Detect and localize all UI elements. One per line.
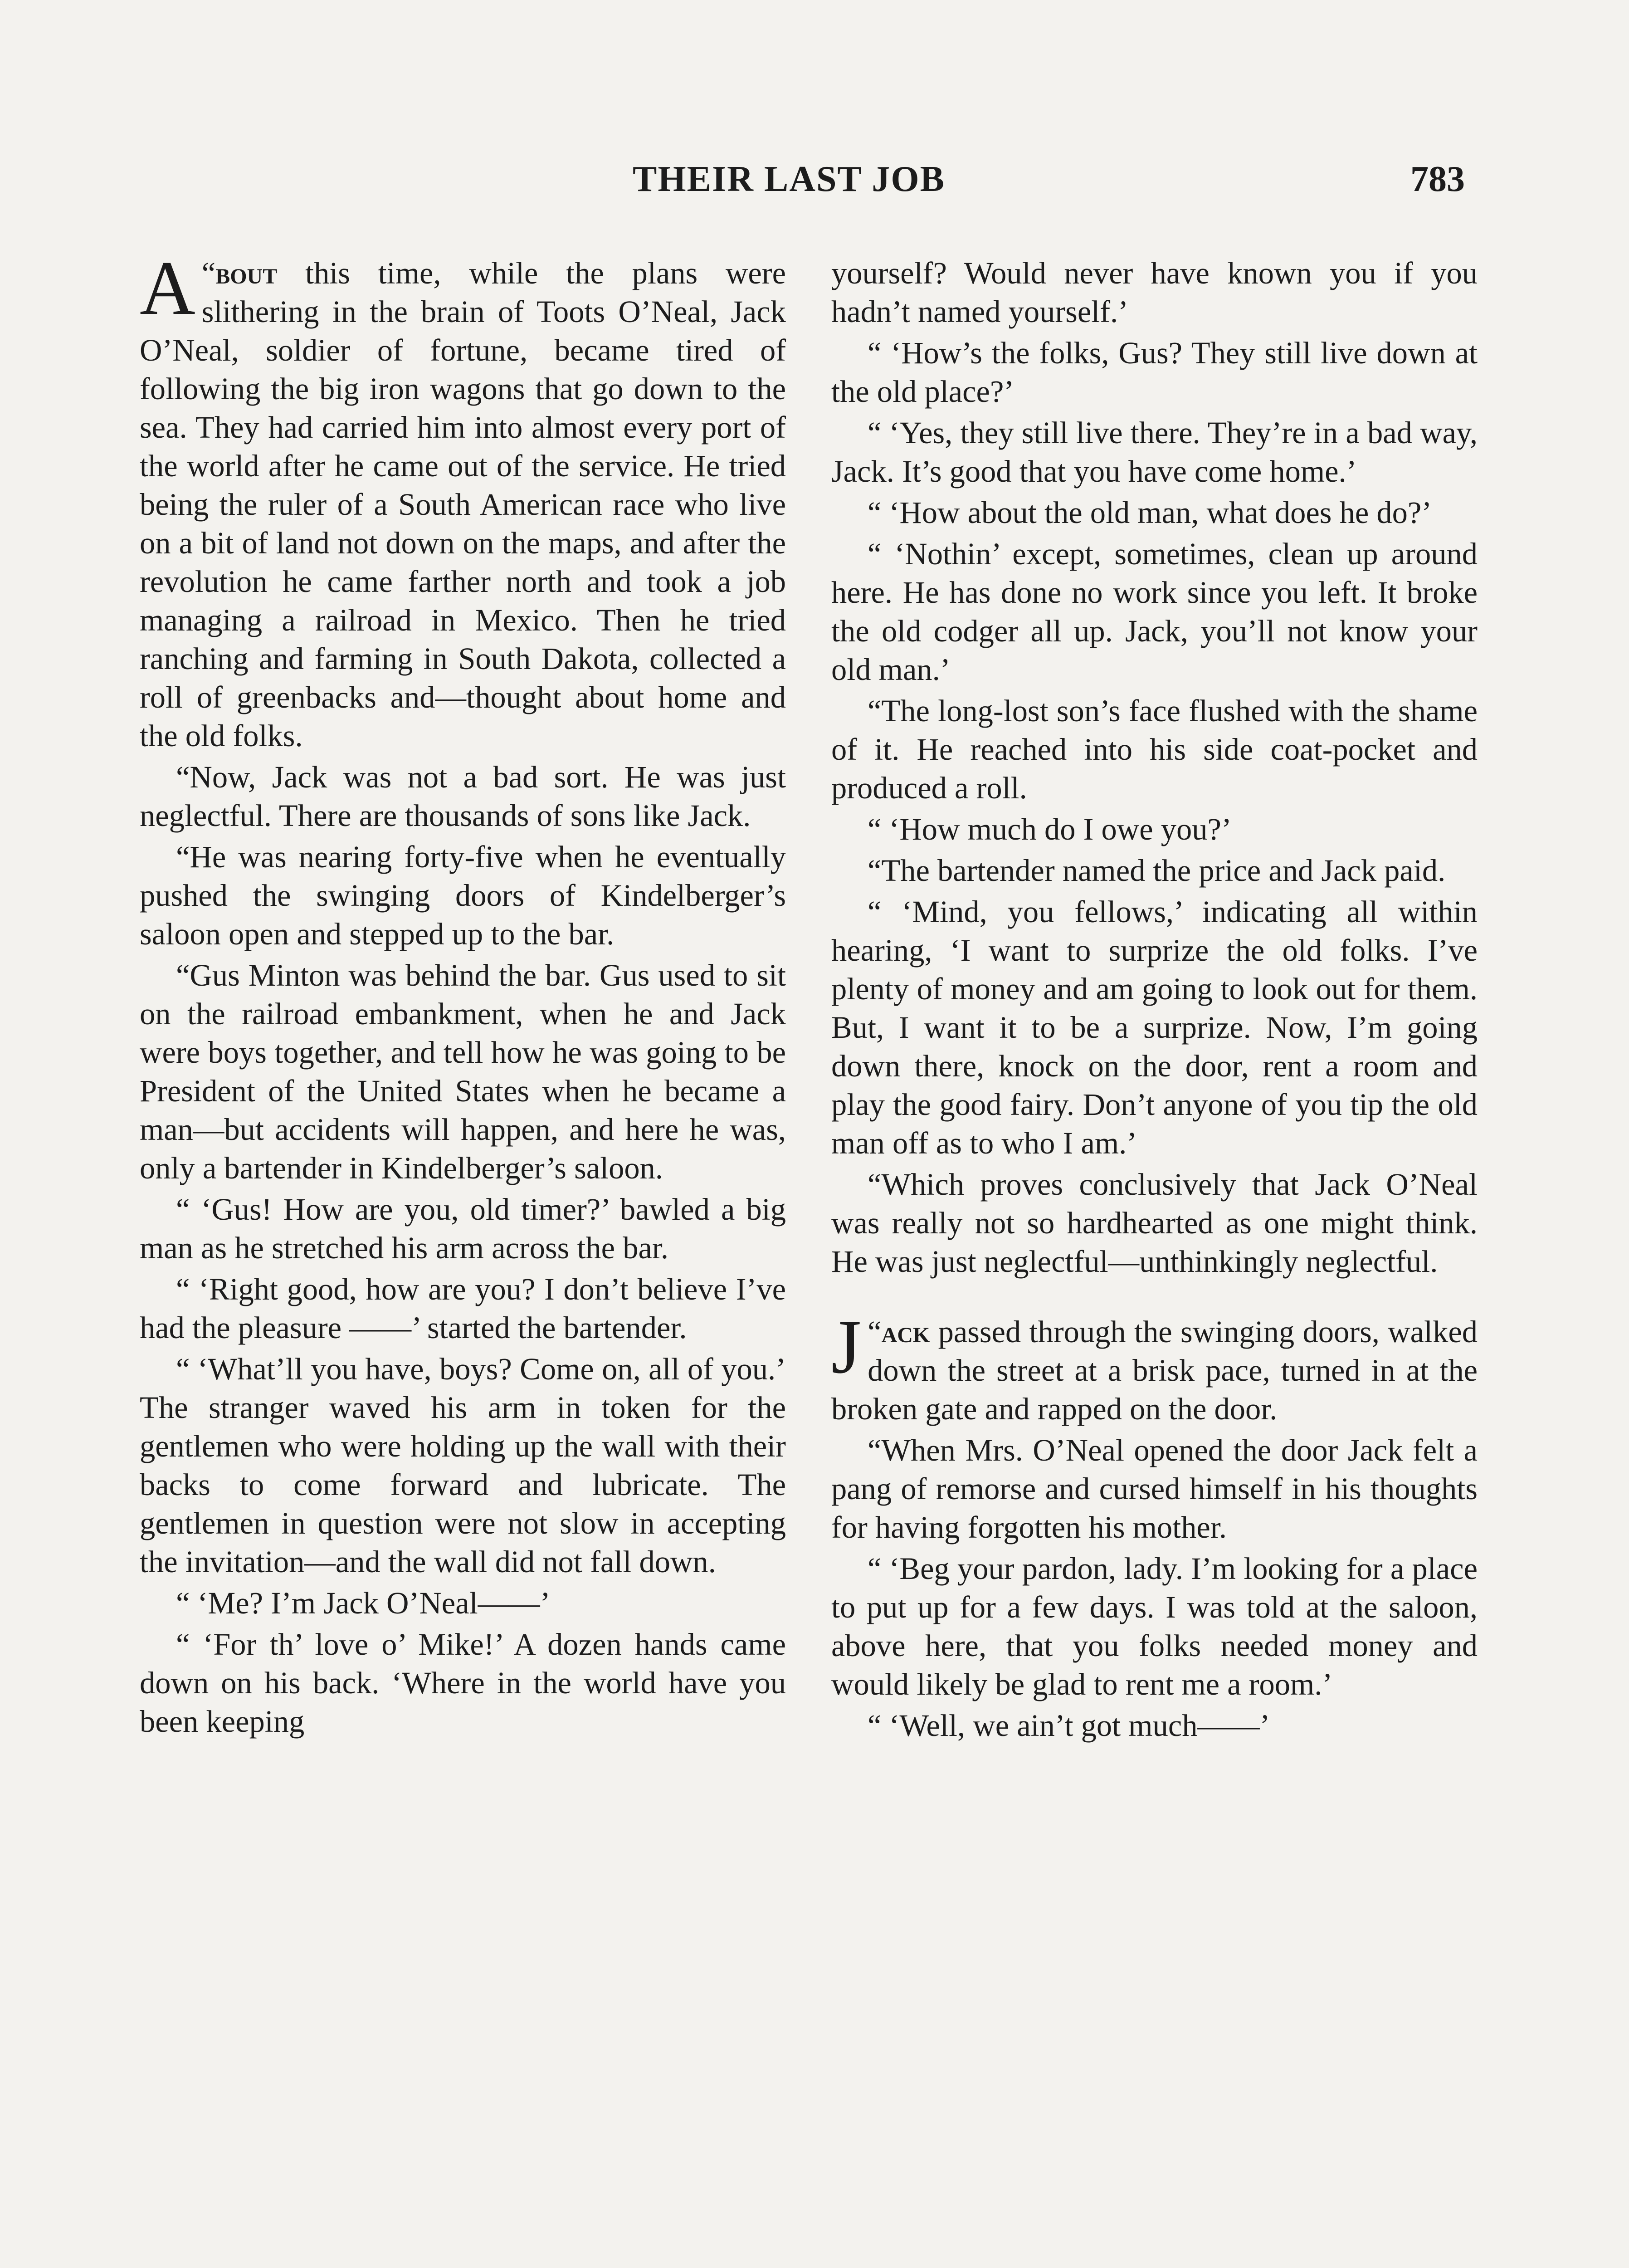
drop-cap: A bbox=[140, 245, 195, 331]
right-column bbox=[831, 254, 1478, 1745]
opening-quote: “ bbox=[201, 256, 216, 290]
paragraph: “ ‘How about the old man, what does he do?’ bbox=[868, 495, 1432, 530]
paragraph: “ ‘Well, we ain’t got much——’ bbox=[868, 1708, 1270, 1743]
section-opening-paragraph bbox=[831, 1304, 1478, 1428]
paragraph: “ ‘Beg your pardon, lady. I’m looking for a place to put up for a few days. I was told at the saloon, above here, that you folks needed money and would likely be glad to rent me a room.’ bbox=[831, 1551, 1478, 1701]
paragraph: “Now, Jack was not a bad sort. He was just neglectful. There are thousands of sons like Jack. bbox=[140, 760, 786, 833]
opening-paragraph-text: this time, while the plans were slithering in the brain of Toots O’Neal, Jack O’Neal, soldier of fortune, became tired of following the big iron wagons that go down to the sea. They had carried him into almost every port of the world after he came out of the service. He tried being the ruler of a South American race who live on a bit of land not down on the maps, and after the revolution he came farther north and took a job managing a railroad in Mexico. Then he tried ranching and farming in South Dakota, collected a roll of greenbacks and—thought about home and the old folks. bbox=[140, 256, 786, 753]
section-opening-text: passed through the swinging doors, walked down the street at a brisk pace, turned in at the broken gate and rapped on the door. bbox=[831, 1315, 1478, 1426]
paragraph: “ ‘For th’ love o’ Mike!’ A dozen hands came down on his back. ‘Where in the world have you been keeping bbox=[140, 1627, 786, 1739]
paragraph: “He was nearing forty-five when he eventually pushed the swinging doors of Kindelberger’s saloon open and stepped up to the bar. bbox=[140, 840, 786, 951]
paragraph: “ ‘How’s the folks, Gus? They still live down at the old place?’ bbox=[831, 336, 1478, 409]
paragraph: “When Mrs. O’Neal opened the door Jack felt a pang of remorse and cursed himself in his thoughts for having forgotten his mother. bbox=[831, 1433, 1478, 1545]
left-column bbox=[140, 245, 786, 1741]
page-number: 783 bbox=[1410, 159, 1465, 199]
paragraph: “ ‘Yes, they still live there. They’re in a bad way, Jack. It’s good that you have come home.’ bbox=[831, 415, 1478, 489]
paragraph: “ ‘How much do I owe you?’ bbox=[868, 812, 1232, 846]
paragraph: “The bartender named the price and Jack paid. bbox=[868, 853, 1446, 888]
paragraph: “ ‘Right good, how are you? I don’t believe I’ve had the pleasure ——’ started the bartender. bbox=[140, 1272, 786, 1345]
section-opening-quote: “ bbox=[868, 1315, 882, 1349]
paragraph: “ ‘What’ll you have, boys? Come on, all of you.’ The stranger waved his arm in token for the gentlemen who were holding up the wall with their backs to come forward and lubricate. The gentlemen in question were not slow in accepting the invitation—and the wall did not fall down. bbox=[140, 1352, 786, 1579]
section-drop-cap: J bbox=[831, 1304, 862, 1389]
paragraph: “ ‘Me? I’m Jack O’Neal——’ bbox=[176, 1586, 551, 1620]
paragraph: “Which proves conclusively that Jack O’Neal was really not so hardhearted as one might think. He was just neglectful—unthinkingly neglectful. bbox=[831, 1167, 1478, 1279]
continued-paragraph: yourself? Would never have known you if you hadn’t named yourself.’ bbox=[831, 256, 1478, 329]
small-caps-lead: bout bbox=[215, 256, 278, 290]
paragraph: “The long-lost son’s face flushed with the shame of it. He reached into his side coat-pocket and produced a roll. bbox=[831, 694, 1478, 805]
opening-paragraph bbox=[140, 245, 786, 755]
running-head-title: THEIR LAST JOB bbox=[633, 159, 945, 199]
paragraph: “Gus Minton was behind the bar. Gus used to sit on the railroad embankment, when he and Jack were boys together, and tell how he was going to be President of the United States when he became a man—but accidents will happen, and here he was, only a bartender in Kindelberger’s saloon. bbox=[140, 958, 786, 1185]
paragraph: “ ‘Mind, you fellows,’ indicating all within hearing, ‘I want to surprize the old folks. I’ve plenty of money and am going to look out for them. But, I want it to be a surprize. Now, I’m going down there, knock on the door, rent a room and play the good fairy. Don’t anyone of you tip the old man off as to who I am.’ bbox=[831, 894, 1478, 1160]
paragraph: “ ‘Nothin’ except, sometimes, clean up around here. He has done no work since you left. It broke the old codger all up. Jack, you’ll not know your old man.’ bbox=[831, 537, 1478, 687]
paragraph: “ ‘Gus! How are you, old timer?’ bawled a big man as he stretched his arm across the bar. bbox=[140, 1192, 786, 1265]
section-small-caps: ack bbox=[881, 1315, 930, 1349]
